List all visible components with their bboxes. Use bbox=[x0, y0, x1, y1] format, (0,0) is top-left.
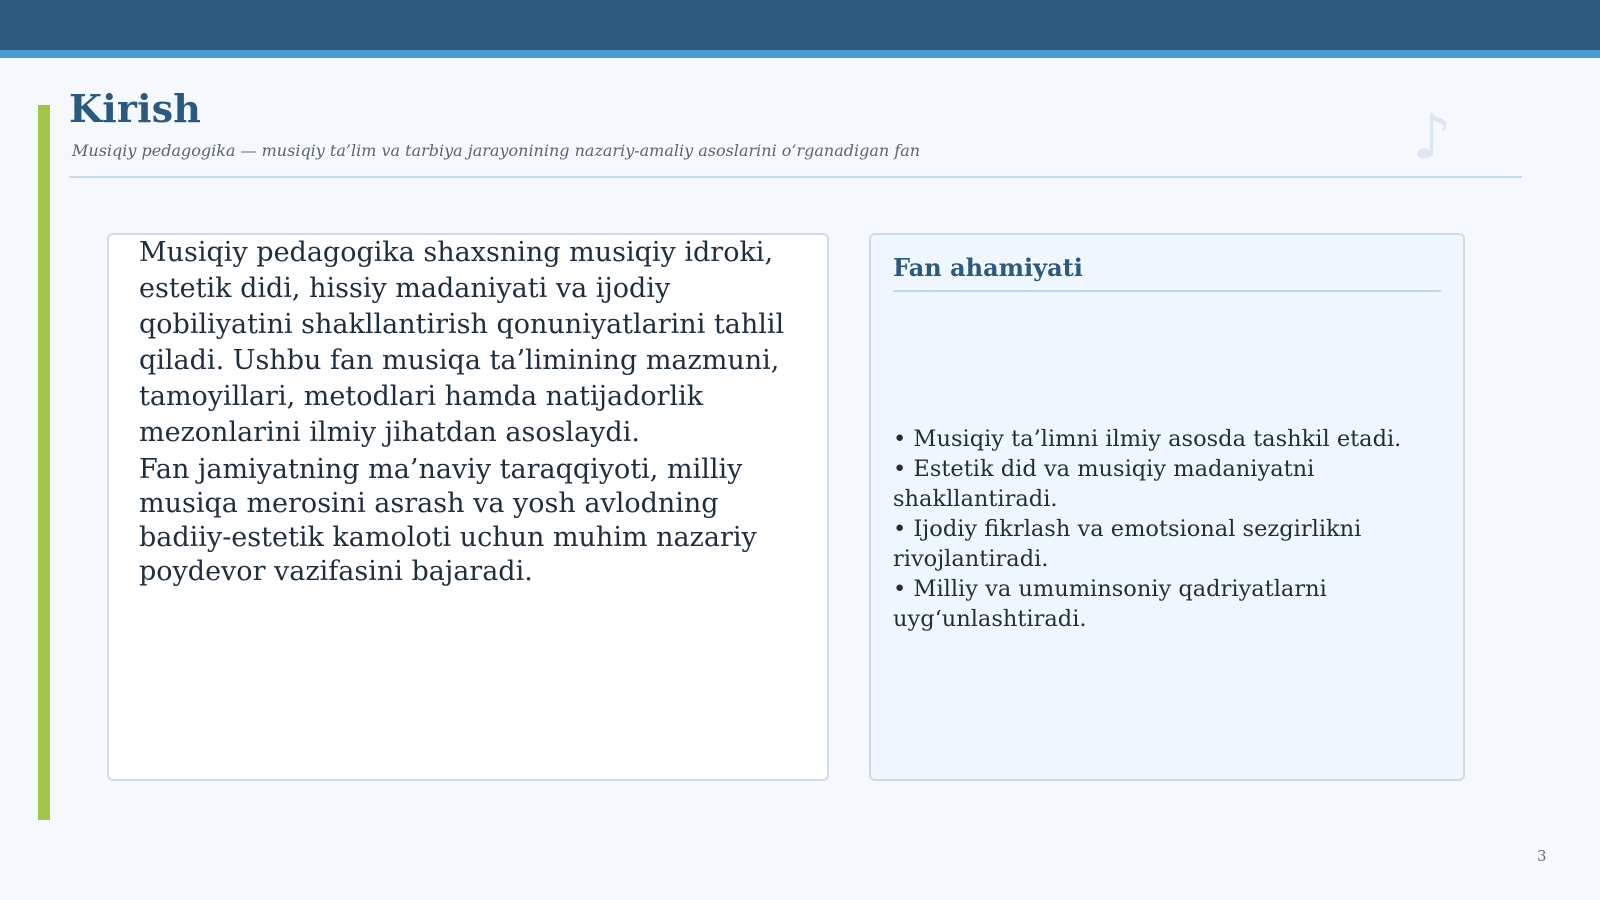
main-paragraph-2: Fan jamiyatning ma’naviy taraqqiyoti, milliy musiqa merosini asrash va yosh avlodning badiiy-estetik kamoloti uchun muhim nazariy poydevor vazifasini bajaradi. bbox=[139, 454, 757, 587]
header-accent-stripe bbox=[0, 50, 1600, 58]
list-item: • Estetik did va musiqiy madaniyatni shakllantiradi. bbox=[893, 456, 1315, 512]
slide-subtitle: Musiqiy pedagogika — musiqiy ta’lim va tarbiya jarayonining nazariy-amaliy asoslarini o‘rganadigan fan bbox=[72, 141, 921, 160]
main-paragraph-1: Musiqiy pedagogika shaxsning musiqiy idroki, estetik didi, hissiy madaniyati va ijodiy qobiliyatini shakllantirish qonuniyatlarini tahlil qiladi. Ushbu fan musiqa ta’limining mazmuni, tamoyillari, metodlari hamda natijadorlik mezonlarini ilmiy jihatdan asoslaydi. bbox=[139, 237, 785, 448]
main-text-card bbox=[107, 233, 829, 781]
importance-card bbox=[869, 233, 1465, 781]
importance-list bbox=[893, 424, 1441, 634]
list-item: • Musiqiy ta’limni ilmiy asosda tashkil etadi. bbox=[893, 426, 1402, 452]
importance-heading: Fan ahamiyati bbox=[893, 253, 1441, 292]
side-accent-bar bbox=[38, 105, 50, 820]
music-note-icon: ♪ bbox=[1412, 100, 1452, 173]
slide-title: Kirish bbox=[69, 86, 202, 131]
header-bar bbox=[0, 0, 1600, 50]
list-item: • Milliy va umuminsoniy qadriyatlarni uyg‘unlashtiradi. bbox=[893, 576, 1327, 632]
page-number: 3 bbox=[1537, 847, 1547, 865]
list-item: • Ijodiy fikrlash va emotsional sezgirlikni rivojlantiradi. bbox=[893, 516, 1362, 572]
title-divider bbox=[69, 176, 1522, 178]
